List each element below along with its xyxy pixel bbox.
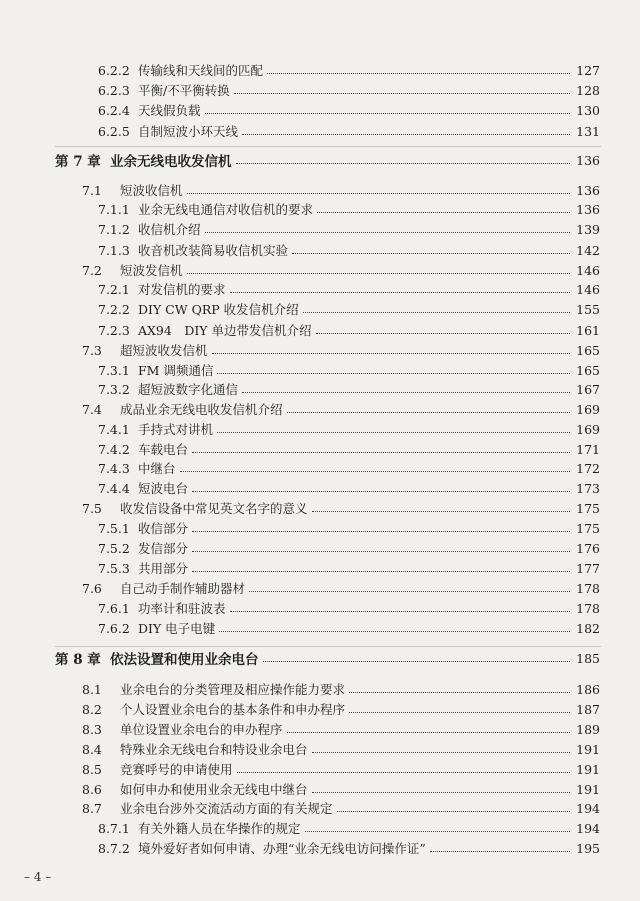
toc-entry-number: 8.2 xyxy=(82,701,102,717)
toc-entry-number: 7.1.2 xyxy=(98,221,130,237)
toc-entry[interactable] xyxy=(0,598,640,618)
toc-leader-dots xyxy=(249,591,570,592)
toc-entry-number: 7.2.1 xyxy=(98,281,130,297)
toc-entry-title: 业余电台涉外交流活动方面的有关规定 xyxy=(120,801,333,816)
toc-leader-dots xyxy=(263,661,570,662)
toc-entry-page: 172 xyxy=(576,460,600,476)
toc-entry-page: 186 xyxy=(576,681,600,697)
toc-entry[interactable] xyxy=(0,518,640,538)
toc-entry-title: 短波收信机 xyxy=(120,183,183,198)
toc-entry[interactable] xyxy=(0,80,640,100)
toc-entry-title: 竞赛呼号的申请使用 xyxy=(120,762,233,777)
toc-leader-dots xyxy=(212,353,570,354)
toc-leader-dots xyxy=(180,471,570,472)
toc-entry-page: 136 xyxy=(576,201,600,217)
toc-entry[interactable] xyxy=(0,838,640,858)
toc-entry[interactable] xyxy=(0,618,640,638)
toc-entry-title: AX94 DIY 单边带发信机介绍 xyxy=(138,323,312,338)
toc-entry[interactable] xyxy=(0,199,640,219)
toc-entry[interactable] xyxy=(0,798,640,818)
toc-entry-title: 收信部分 xyxy=(138,521,189,536)
toc-entry-number: 7.1.3 xyxy=(98,242,130,258)
toc-entry-number: 8.1 xyxy=(82,681,102,697)
toc-leader-dots xyxy=(217,432,570,433)
toc-entry-number: 7.2 xyxy=(82,262,102,278)
toc-entry-page: 177 xyxy=(576,560,600,576)
toc-entry-number: 7.6.1 xyxy=(98,600,130,616)
toc-entry[interactable] xyxy=(0,739,640,759)
toc-entry-page: 176 xyxy=(576,540,600,556)
toc-leader-dots xyxy=(217,373,570,374)
toc-entry-number: 7.6 xyxy=(82,580,102,596)
toc-entry-page: 165 xyxy=(576,362,600,378)
toc-entry[interactable] xyxy=(0,180,640,200)
toc-leader-dots xyxy=(287,732,570,733)
toc-entry-title: 手持式对讲机 xyxy=(138,422,214,437)
toc-entry[interactable] xyxy=(0,379,640,399)
toc-entry-page: 136 xyxy=(576,182,600,198)
toc-entry[interactable] xyxy=(0,150,640,170)
toc-entry-page: 194 xyxy=(576,800,600,816)
toc-entry[interactable] xyxy=(0,458,640,478)
toc-entry[interactable] xyxy=(0,538,640,558)
toc-entry-number: 6.2.4 xyxy=(98,102,130,118)
toc-entry-number: 6.2.5 xyxy=(98,123,130,139)
toc-entry[interactable] xyxy=(0,340,640,360)
toc-entry-number: 8.7.2 xyxy=(98,840,130,856)
toc-entry-page: 173 xyxy=(576,480,600,496)
toc-leader-dots xyxy=(316,333,570,334)
toc-entry-title: 车载电台 xyxy=(138,442,189,457)
toc-entry-page: 175 xyxy=(576,520,600,536)
toc-entry-page: 167 xyxy=(576,381,600,397)
toc-entry-number: 7.1.1 xyxy=(98,201,130,217)
toc-entry[interactable] xyxy=(0,779,640,799)
toc-entry-title: 境外爱好者如何申请、办理“业余无线电访问操作证” xyxy=(138,841,426,856)
toc-entry-page: 191 xyxy=(576,761,600,777)
toc-entry-number: 7.3.1 xyxy=(98,362,130,378)
toc-entry-page: 165 xyxy=(576,342,600,358)
toc-entry-page: 139 xyxy=(576,221,600,237)
toc-leader-dots xyxy=(230,292,570,293)
toc-entry-number: 8.3 xyxy=(82,721,102,737)
toc-entry-page: 178 xyxy=(576,600,600,616)
toc-entry-page: 146 xyxy=(576,281,600,297)
toc-entry-title: 个人设置业余电台的基本条件和申办程序 xyxy=(120,702,346,717)
toc-entry-page: 136 xyxy=(576,152,600,168)
toc-entry[interactable] xyxy=(0,439,640,459)
toc-entry-number: 6.2.3 xyxy=(98,82,130,98)
toc-entry-title: 共用部分 xyxy=(138,561,189,576)
toc-entry-title: 传输线和天线间的匹配 xyxy=(138,63,264,78)
toc-entry-number: 8.4 xyxy=(82,741,102,757)
toc-entry-page: 187 xyxy=(576,701,600,717)
toc-entry-title: 发信部分 xyxy=(138,541,189,556)
toc-entry-title: 中继台 xyxy=(138,461,176,476)
toc-leader-dots xyxy=(305,831,570,832)
toc-leader-dots xyxy=(312,752,570,753)
toc-entry-page: 169 xyxy=(576,401,600,417)
toc-entry-page: 131 xyxy=(576,123,600,139)
toc-entry[interactable] xyxy=(0,320,640,340)
toc-entry-title: 对发信机的要求 xyxy=(138,282,226,297)
toc-entry[interactable] xyxy=(0,260,640,280)
toc-leader-dots xyxy=(287,412,570,413)
toc-entry-number: 7.6.2 xyxy=(98,620,130,636)
toc-entry-page: 169 xyxy=(576,421,600,437)
toc-leader-dots xyxy=(187,193,570,194)
toc-leader-dots xyxy=(292,253,570,254)
toc-leader-dots xyxy=(242,392,570,393)
toc-entry-title: 自制短波小环天线 xyxy=(138,124,239,139)
toc-entry-page: 195 xyxy=(576,840,600,856)
toc-entry-title: DIY CW QRP 收发信机介绍 xyxy=(138,302,299,317)
toc-entry-number: 7.4.2 xyxy=(98,441,130,457)
toc-entry[interactable] xyxy=(0,699,640,719)
toc-entry[interactable] xyxy=(0,419,640,439)
toc-entry-number: 7.4.3 xyxy=(98,460,130,476)
toc-entry-number: 7.5.1 xyxy=(98,520,130,536)
toc-entry-title: 短波发信机 xyxy=(120,263,183,278)
toc-entry-title: 超短波收发信机 xyxy=(120,343,208,358)
toc-entry-title: 超短波数字化通信 xyxy=(138,382,239,397)
toc-entry-title: 平衡/不平衡转换 xyxy=(138,83,230,98)
toc-entry[interactable] xyxy=(0,399,640,419)
toc-entry-number: 7.2.3 xyxy=(98,322,130,338)
toc-leader-dots xyxy=(237,772,570,773)
toc-entry-page: 127 xyxy=(576,62,600,78)
toc-leader-dots xyxy=(192,531,570,532)
toc-entry-page: 161 xyxy=(576,322,600,338)
toc-entry[interactable] xyxy=(0,279,640,299)
toc-leader-dots xyxy=(230,611,570,612)
toc-entry[interactable] xyxy=(0,219,640,239)
toc-entry-title: 依法设置和使用业余电台 xyxy=(110,652,259,668)
toc-leader-dots xyxy=(303,312,570,313)
toc-leader-dots xyxy=(312,511,570,512)
toc-leader-dots xyxy=(317,212,570,213)
toc-entry-title: 业余无线电收发信机 xyxy=(110,154,232,170)
toc-entry-number: 7.5.2 xyxy=(98,540,130,556)
section-divider xyxy=(55,646,601,647)
toc-entry-title: 特殊业余无线电台和特设业余电台 xyxy=(120,742,308,757)
toc-entry-number: 7.5.3 xyxy=(98,560,130,576)
toc-entry-page: 185 xyxy=(576,650,600,666)
toc-entry-title: 收发信设备中常见英文名字的意义 xyxy=(120,501,308,516)
toc-leader-dots xyxy=(242,134,570,135)
toc-leader-dots xyxy=(219,631,570,632)
toc-entry-number: 8.7.1 xyxy=(98,820,130,836)
toc-leader-dots xyxy=(205,113,570,114)
page-footer-number: – 4 – xyxy=(24,870,52,884)
toc-entry-page: 128 xyxy=(576,82,600,98)
toc-entry[interactable] xyxy=(0,478,640,498)
toc-leader-dots xyxy=(205,232,570,233)
toc-entry-title: 单位设置业余电台的申办程序 xyxy=(120,722,283,737)
toc-entry[interactable] xyxy=(0,299,640,319)
toc-entry[interactable] xyxy=(0,818,640,838)
toc-entry-title: 业余无线电通信对收信机的要求 xyxy=(138,202,314,217)
toc-leader-dots xyxy=(337,811,570,812)
toc-entry[interactable] xyxy=(0,60,640,80)
toc-leader-dots xyxy=(236,163,570,164)
toc-entry-title: 短波电台 xyxy=(138,481,189,496)
toc-entry-page: 142 xyxy=(576,242,600,258)
toc-entry-number: 8.6 xyxy=(82,781,102,797)
toc-entry-number: 7.3 xyxy=(82,342,102,358)
toc-entry[interactable] xyxy=(0,719,640,739)
toc-entry-title: FM 调频通信 xyxy=(138,363,214,378)
toc-entry[interactable] xyxy=(0,558,640,578)
toc-entry[interactable] xyxy=(0,360,640,380)
toc-entry-title: 功率计和驻波表 xyxy=(138,601,226,616)
toc-entry-title: 收信机介绍 xyxy=(138,222,201,237)
toc-entry-page: 146 xyxy=(576,262,600,278)
toc-leader-dots xyxy=(312,792,570,793)
toc-entry-number: 7.4 xyxy=(82,401,102,417)
toc-entry[interactable] xyxy=(0,648,640,668)
toc-entry-page: 191 xyxy=(576,781,600,797)
toc-entry-number: 7.4.1 xyxy=(98,421,130,437)
toc-entry-number: 7.1 xyxy=(82,182,102,198)
toc-entry-title: 如何申办和使用业余无线电中继台 xyxy=(120,782,308,797)
toc-leader-dots xyxy=(349,712,570,713)
toc-leader-dots xyxy=(430,851,570,852)
toc-entry-page: 191 xyxy=(576,741,600,757)
toc-entry[interactable] xyxy=(0,121,640,141)
toc-leader-dots xyxy=(349,692,570,693)
toc-entry-page: 189 xyxy=(576,721,600,737)
toc-entry-title: DIY 电子电键 xyxy=(138,621,216,636)
toc-leader-dots xyxy=(187,273,570,274)
toc-entry-number: 7.3.2 xyxy=(98,381,130,397)
toc-entry-number: 7.4.4 xyxy=(98,480,130,496)
toc-entry-number: 6.2.2 xyxy=(98,62,130,78)
toc-entry-number: 8.5 xyxy=(82,761,102,777)
toc-entry-page: 182 xyxy=(576,620,600,636)
toc-leader-dots xyxy=(192,551,570,552)
toc-entry-number: 7.5 xyxy=(82,500,102,516)
toc-leader-dots xyxy=(234,93,570,94)
toc-entry-page: 171 xyxy=(576,441,600,457)
toc-leader-dots xyxy=(192,491,570,492)
toc-entry[interactable] xyxy=(0,240,640,260)
toc-entry-title: 业余电台的分类管理及相应操作能力要求 xyxy=(120,682,346,697)
toc-entry-title: 天线假负载 xyxy=(138,103,201,118)
toc-entry-number: 第 7 章 xyxy=(55,154,101,170)
toc-entry-page: 175 xyxy=(576,500,600,516)
toc-entry[interactable] xyxy=(0,679,640,699)
toc-entry-title: 有关外籍人员在华操作的规定 xyxy=(138,821,301,836)
toc-entry-title: 自己动手制作辅助器材 xyxy=(120,581,246,596)
section-divider xyxy=(55,146,601,147)
toc-entry-page: 194 xyxy=(576,820,600,836)
toc-leader-dots xyxy=(192,571,570,572)
toc-entry-number: 8.7 xyxy=(82,800,102,816)
toc-entry-page: 178 xyxy=(576,580,600,596)
toc-entry-title: 成品业余无线电收发信机介绍 xyxy=(120,402,283,417)
toc-entry-page: 130 xyxy=(576,102,600,118)
toc-entry-number: 第 8 章 xyxy=(55,652,101,668)
toc-entry[interactable] xyxy=(0,578,640,598)
toc-entry-number: 7.2.2 xyxy=(98,301,130,317)
toc-entry[interactable] xyxy=(0,759,640,779)
toc-entry-title: 收音机改装简易收信机实验 xyxy=(138,243,289,258)
toc-leader-dots xyxy=(192,452,570,453)
toc-entry[interactable] xyxy=(0,100,640,120)
toc-leader-dots xyxy=(267,73,570,74)
toc-entry[interactable] xyxy=(0,498,640,518)
toc-entry-page: 155 xyxy=(576,301,600,317)
